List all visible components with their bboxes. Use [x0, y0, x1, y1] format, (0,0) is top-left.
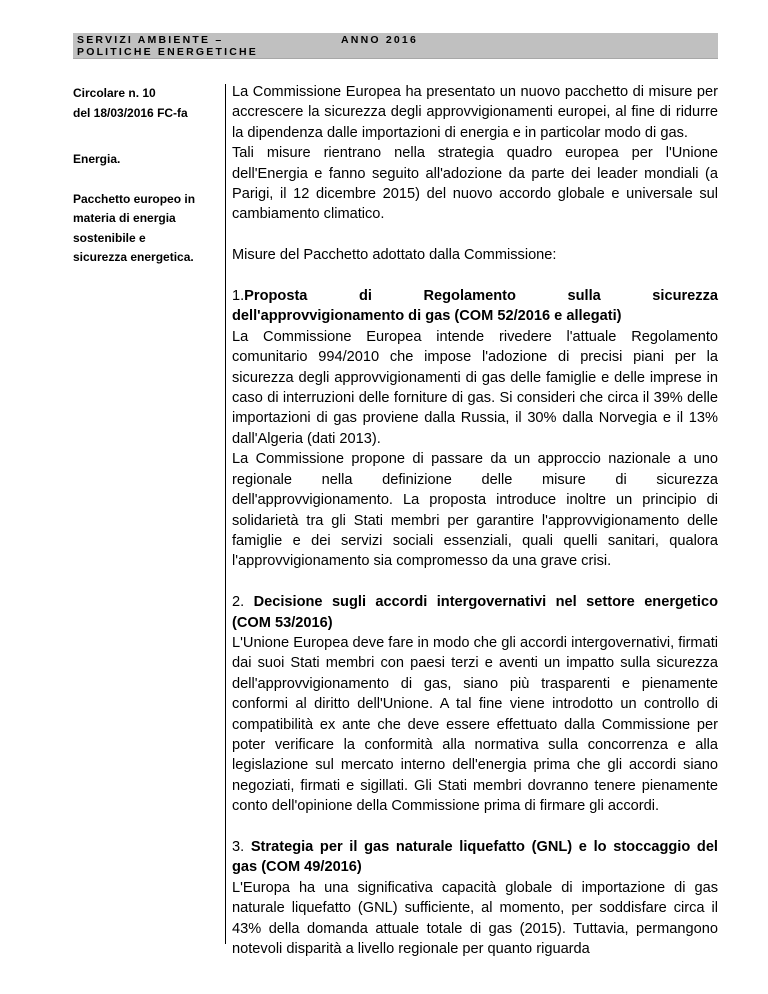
item1-paragraph: La Commissione Europea intende rivedere l'attuale Regolamento comunitario 994/2010 che impose l'adozione di precisi piani per la sicurezza degli approvvigionamenti di gas delle famiglie e delle imprese in caso di interruzioni delle forniture di gas. Si consideri che circa il 39% delle importazioni di gas proviene dalla Russia, il 30% dalla Norvegia e il 13% dall'Algeria (dati 2013).	[232, 328, 718, 447]
header-section-title	[77, 35, 258, 58]
topic-label: Energia.	[73, 152, 121, 166]
item3-paragraph: L'Europa ha una significativa capacità globale di importazione di gas naturale liquefatto (GNL) sufficiente, al momento, per soddisfare circa il 43% della domanda attuale totale di gas (2015). Tuttavia, permangono notevoli disparità a livello regionale per quanto riguarda	[232, 879, 718, 957]
item2-title: Decisione sugli accordi intergovernativi nel settore energetico (COM 53/2016)	[232, 594, 718, 631]
item2-paragraph: L'Unione Europea deve fare in modo che gli accordi intergovernativi, firmati dai suoi Stati membri con paesi terzi e aventi un impatto sulla sicurezza dell'approvvigionamento di gas, siano più trasparenti e pienamente conformi al diritto dell'Unione. A tal fine viene introdotto un controllo di compatibilità ex ante che deve essere effettuato dalla Commissione per poter verificare la conformità alla normativa sulla concorrenza e alla legislazione sul mercato interno dell'energia prima che gli accordi siano negoziati, firmati e sigillati. Gli Stati membri dovranno tenere pienamente conto dell'opinione della Commissione prima di firmare gli accordi.	[232, 634, 718, 815]
item3-title: Strategia per il gas naturale liquefatto (GNL) e lo stoccaggio del gas (COM 49/2016)	[232, 838, 718, 876]
item3-number: 3.	[232, 838, 251, 855]
column-divider	[225, 84, 226, 944]
subject-line: sicurezza energetica.	[73, 250, 194, 264]
item1-paragraph: La Commissione propone di passare da un approccio nazionale a uno regionale nella definizione delle misure di sicurezza dell'approvvigionamento. La proposta introduce inoltre un principio di solidarietà tra gli Stati membri per garantire l'approvvigionamento delle famiglie e dei servizi sociali essenziali, quali quelli sanitari, qualora l'approvvigionamento sia compromesso da una grave crisi.	[232, 451, 718, 570]
item1-number: 1.	[232, 288, 245, 305]
measures-intro: Misure del Pacchetto adottato dalla Commissione:	[232, 247, 557, 264]
document-header	[73, 33, 718, 59]
item3-heading	[232, 837, 718, 878]
main-body	[232, 82, 718, 959]
circolare-number: Circolare n. 10	[73, 86, 156, 100]
sidebar	[73, 84, 225, 268]
intro-paragraph: La Commissione Europea ha presentato un nuovo pacchetto di misure per accrescere la sicurezza degli approvvigionamenti europei, al fine di ridurre la dipendenza dalle importazioni di energia e in particolar modo di gas.	[232, 84, 718, 141]
item1-title-line2: dell'approvvigionamento di gas (COM 52/2016 e allegati)	[232, 308, 622, 325]
item1-heading-cont	[232, 306, 718, 326]
header-section-line1: SERVIZI AMBIENTE –	[77, 34, 224, 46]
item2-heading	[232, 592, 718, 633]
item1-heading	[232, 286, 718, 306]
subject-line: Pacchetto europeo in	[73, 191, 196, 206]
header-section-line2: POLITICHE ENERGETICHE	[77, 45, 258, 58]
item2-number: 2.	[232, 594, 254, 611]
subject-line: materia di energia	[73, 211, 176, 225]
subject-line: sostenibile e	[73, 230, 146, 245]
header-year: ANNO 2016	[341, 34, 418, 46]
intro-paragraph: Tali misure rientrano nella strategia quadro europea per l'Unione dell'Energia e fanno seguito all'adozione da parte dei leader mondiali (a Parigi, il 12 dicembre 2015) del nuovo accordo globale e universale sul cambiamento climatico.	[232, 145, 718, 223]
item1-title-line1: Proposta di Regolamento sulla sicurezza	[244, 288, 718, 305]
circolare-date: del 18/03/2016 FC-fa	[73, 105, 188, 120]
